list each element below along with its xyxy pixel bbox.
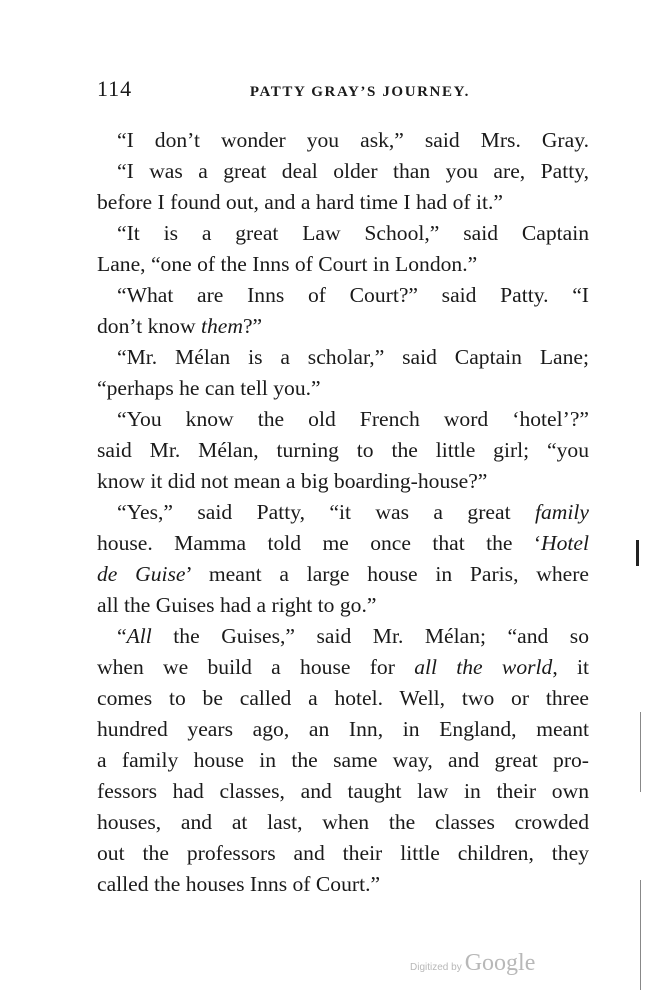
text-line bbox=[97, 776, 589, 807]
text-segment: “What are Inns of Court?” said Patty. “I bbox=[117, 283, 589, 307]
italic-text: de Guise bbox=[97, 562, 186, 586]
margin-mark bbox=[640, 712, 641, 792]
text-line bbox=[97, 466, 589, 497]
text-segment: “Mr. Mélan is a scholar,” said Captain Lane; bbox=[117, 345, 589, 369]
text-segment: said Mr. Mélan, turning to the little girl; “you bbox=[97, 438, 589, 462]
text-segment: “I was a great deal older than you are, Patty, bbox=[117, 159, 589, 183]
text-line bbox=[97, 683, 589, 714]
text-segment: the Guises,” said Mr. Mélan; “and so bbox=[151, 624, 589, 648]
running-title: PATTY GRAY’S JOURNEY. bbox=[249, 84, 470, 100]
text-line bbox=[97, 590, 589, 621]
italic-text: family bbox=[535, 500, 589, 524]
text-segment: ?” bbox=[242, 314, 263, 338]
text-segment: Lane, “one of the Inns of Court in London.” bbox=[97, 252, 478, 276]
watermark bbox=[410, 950, 535, 977]
text-line bbox=[97, 156, 589, 187]
text-line bbox=[97, 280, 589, 311]
text-line bbox=[97, 652, 589, 683]
text-line bbox=[97, 125, 589, 156]
body-text bbox=[97, 125, 589, 900]
text-segment: “Yes,” said Patty, “it was a great bbox=[117, 500, 536, 524]
text-line bbox=[97, 218, 589, 249]
text-line bbox=[97, 559, 589, 590]
text-line bbox=[97, 342, 589, 373]
text-segment: ’ meant a large house in Paris, where bbox=[185, 562, 589, 586]
watermark-caption: Digitized by bbox=[410, 962, 462, 973]
text-line bbox=[97, 404, 589, 435]
text-segment: , it bbox=[552, 655, 590, 679]
text-line bbox=[97, 869, 589, 900]
text-segment: before I found out, and a hard time I had of it.” bbox=[97, 190, 503, 214]
italic-text: Hotel bbox=[541, 531, 589, 555]
text-segment: when we build a house for bbox=[97, 655, 415, 679]
text-line bbox=[97, 807, 589, 838]
text-line bbox=[97, 838, 589, 869]
margin-mark bbox=[640, 880, 641, 990]
text-segment: called the houses Inns of Court.” bbox=[97, 872, 381, 896]
text-line bbox=[97, 528, 589, 559]
text-segment: a family house in the same way, and great pro- bbox=[97, 748, 589, 772]
text-line bbox=[97, 435, 589, 466]
text-line bbox=[97, 714, 589, 745]
text-line bbox=[97, 249, 589, 280]
text-segment: know it did not mean a big boarding-house?” bbox=[97, 469, 488, 493]
page-number: 114 bbox=[97, 76, 133, 101]
text-segment: house. Mamma told me once that the ‘ bbox=[97, 531, 542, 555]
italic-text: All bbox=[126, 624, 152, 648]
text-segment: “ bbox=[117, 624, 127, 648]
text-segment: “I don’t wonder you ask,” said Mrs. Gray. bbox=[117, 128, 589, 152]
text-segment: “perhaps he can tell you.” bbox=[97, 376, 321, 400]
text-segment: houses, and at last, when the classes crowded bbox=[97, 810, 589, 834]
text-segment: “It is a great Law School,” said Captain bbox=[117, 221, 589, 245]
text-segment: fessors had classes, and taught law in their own bbox=[97, 779, 589, 803]
text-line bbox=[97, 311, 589, 342]
text-segment: “You know the old French word ‘hotel’?” bbox=[117, 407, 589, 431]
text-line bbox=[97, 745, 589, 776]
text-segment: comes to be called a hotel. Well, two or three bbox=[97, 686, 589, 710]
running-head bbox=[97, 76, 575, 106]
text-line bbox=[97, 373, 589, 404]
text-line bbox=[97, 621, 589, 652]
italic-text: all the world bbox=[414, 655, 553, 679]
text-segment: all the Guises had a right to go.” bbox=[97, 593, 377, 617]
google-logo: Google bbox=[464, 950, 536, 976]
text-line bbox=[97, 497, 589, 528]
text-segment: hundred years ago, an Inn, in England, meant bbox=[97, 717, 589, 741]
italic-text: them bbox=[200, 314, 243, 338]
margin-mark bbox=[636, 540, 639, 566]
text-segment: don’t know bbox=[97, 314, 201, 338]
text-segment: out the professors and their little children, they bbox=[97, 841, 589, 865]
text-line bbox=[97, 187, 589, 218]
